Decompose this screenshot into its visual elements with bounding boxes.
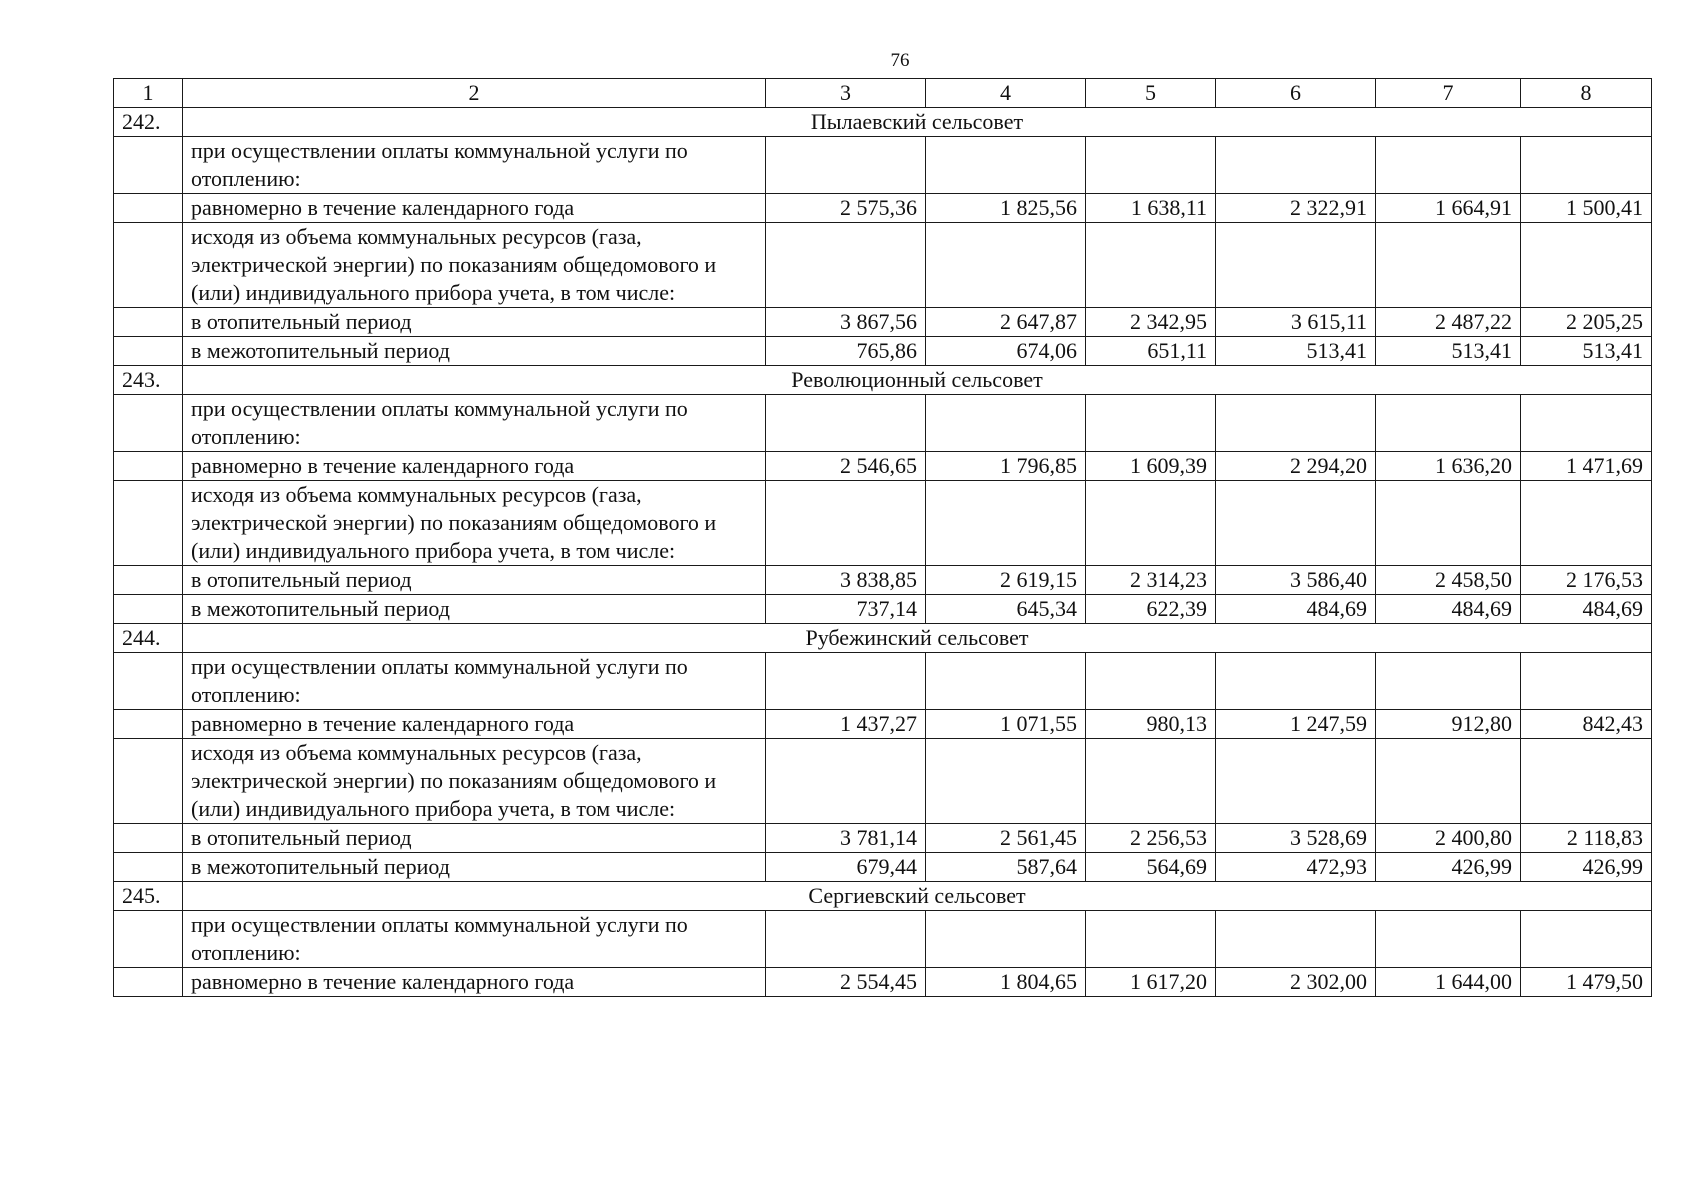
value-cell: 3 586,40 xyxy=(1216,566,1376,595)
value-cell xyxy=(926,481,1086,566)
row-label: исходя из объема коммунальных ресурсов (газа, электрической энергии) по показаниям общедомового и (или) индивидуального прибора учета, в том числе: xyxy=(183,739,766,824)
column-number: 8 xyxy=(1521,79,1652,108)
row-number-cell xyxy=(114,223,183,308)
table-row xyxy=(114,968,1652,997)
value-cell xyxy=(1521,739,1652,824)
value-cell: 2 458,50 xyxy=(1376,566,1521,595)
table-row xyxy=(114,595,1652,624)
value-cell: 3 867,56 xyxy=(766,308,926,337)
table-row xyxy=(114,653,1652,710)
value-cell xyxy=(926,911,1086,968)
section-header-row xyxy=(114,108,1652,137)
value-cell xyxy=(766,653,926,710)
row-number-cell xyxy=(114,481,183,566)
value-cell: 3 781,14 xyxy=(766,824,926,853)
value-cell: 513,41 xyxy=(1521,337,1652,366)
value-cell: 2 575,36 xyxy=(766,194,926,223)
value-cell: 426,99 xyxy=(1521,853,1652,882)
value-cell: 2 400,80 xyxy=(1376,824,1521,853)
value-cell xyxy=(1376,223,1521,308)
column-number-row xyxy=(114,79,1652,108)
value-cell: 1 796,85 xyxy=(926,452,1086,481)
value-cell xyxy=(766,223,926,308)
section-number: 244. xyxy=(114,624,183,653)
table-row xyxy=(114,452,1652,481)
value-cell xyxy=(1376,481,1521,566)
row-label: при осуществлении оплаты коммунальной услуги по отоплению: xyxy=(183,653,766,710)
row-label: в межотопительный период xyxy=(183,595,766,624)
value-cell xyxy=(1521,223,1652,308)
value-cell xyxy=(926,395,1086,452)
value-cell: 1 471,69 xyxy=(1521,452,1652,481)
value-cell xyxy=(766,911,926,968)
table-row xyxy=(114,739,1652,824)
row-number-cell xyxy=(114,968,183,997)
value-cell: 1 247,59 xyxy=(1216,710,1376,739)
value-cell: 1 825,56 xyxy=(926,194,1086,223)
section-title: Рубежинский сельсовет xyxy=(183,624,1652,653)
table-row xyxy=(114,223,1652,308)
section-header-row xyxy=(114,624,1652,653)
value-cell: 765,86 xyxy=(766,337,926,366)
value-cell: 1 617,20 xyxy=(1086,968,1216,997)
row-label: в межотопительный период xyxy=(183,853,766,882)
row-number-cell xyxy=(114,194,183,223)
value-cell xyxy=(1376,395,1521,452)
table-row xyxy=(114,308,1652,337)
value-cell: 1 609,39 xyxy=(1086,452,1216,481)
value-cell: 3 528,69 xyxy=(1216,824,1376,853)
value-cell: 2 619,15 xyxy=(926,566,1086,595)
value-cell xyxy=(1216,137,1376,194)
section-title: Сергиевский сельсовет xyxy=(183,882,1652,911)
value-cell: 1 638,11 xyxy=(1086,194,1216,223)
row-label: при осуществлении оплаты коммунальной услуги по отоплению: xyxy=(183,911,766,968)
row-number-cell xyxy=(114,653,183,710)
value-cell: 513,41 xyxy=(1216,337,1376,366)
value-cell xyxy=(1376,911,1521,968)
value-cell: 980,13 xyxy=(1086,710,1216,739)
value-cell xyxy=(1086,739,1216,824)
value-cell: 484,69 xyxy=(1376,595,1521,624)
value-cell: 426,99 xyxy=(1376,853,1521,882)
value-cell: 622,39 xyxy=(1086,595,1216,624)
value-cell: 912,80 xyxy=(1376,710,1521,739)
value-cell: 2 314,23 xyxy=(1086,566,1216,595)
value-cell xyxy=(1216,739,1376,824)
table-body xyxy=(114,79,1652,997)
section-title: Революционный сельсовет xyxy=(183,366,1652,395)
value-cell xyxy=(1086,223,1216,308)
row-number-cell xyxy=(114,566,183,595)
row-number-cell xyxy=(114,308,183,337)
value-cell: 2 647,87 xyxy=(926,308,1086,337)
column-number: 7 xyxy=(1376,79,1521,108)
row-number-cell xyxy=(114,853,183,882)
value-cell: 564,69 xyxy=(1086,853,1216,882)
table-row xyxy=(114,137,1652,194)
row-number-cell xyxy=(114,595,183,624)
row-label: исходя из объема коммунальных ресурсов (газа, электрической энергии) по показаниям общедомового и (или) индивидуального прибора учета, в том числе: xyxy=(183,481,766,566)
row-label: в отопительный период xyxy=(183,308,766,337)
row-number-cell xyxy=(114,911,183,968)
value-cell: 2 294,20 xyxy=(1216,452,1376,481)
row-number-cell xyxy=(114,710,183,739)
page-number: 76 xyxy=(890,50,910,71)
value-cell: 2 176,53 xyxy=(1521,566,1652,595)
value-cell: 1 664,91 xyxy=(1376,194,1521,223)
value-cell: 472,93 xyxy=(1216,853,1376,882)
value-cell xyxy=(1086,395,1216,452)
value-cell xyxy=(926,137,1086,194)
value-cell: 1 071,55 xyxy=(926,710,1086,739)
value-cell xyxy=(1521,911,1652,968)
value-cell: 2 256,53 xyxy=(1086,824,1216,853)
value-cell: 2 302,00 xyxy=(1216,968,1376,997)
value-cell: 2 322,91 xyxy=(1216,194,1376,223)
section-number: 243. xyxy=(114,366,183,395)
row-label: в отопительный период xyxy=(183,824,766,853)
table-row xyxy=(114,853,1652,882)
table-row xyxy=(114,194,1652,223)
value-cell: 679,44 xyxy=(766,853,926,882)
value-cell: 737,14 xyxy=(766,595,926,624)
value-cell: 2 487,22 xyxy=(1376,308,1521,337)
value-cell: 645,34 xyxy=(926,595,1086,624)
row-label: равномерно в течение календарного года xyxy=(183,710,766,739)
row-label: исходя из объема коммунальных ресурсов (газа, электрической энергии) по показаниям общедомового и (или) индивидуального прибора учета, в том числе: xyxy=(183,223,766,308)
value-cell xyxy=(1086,653,1216,710)
value-cell: 2 342,95 xyxy=(1086,308,1216,337)
value-cell xyxy=(926,739,1086,824)
value-cell: 2 554,45 xyxy=(766,968,926,997)
value-cell: 842,43 xyxy=(1521,710,1652,739)
value-cell xyxy=(1521,395,1652,452)
row-label: в межотопительный период xyxy=(183,337,766,366)
row-number-cell xyxy=(114,337,183,366)
section-header-row xyxy=(114,882,1652,911)
value-cell xyxy=(766,137,926,194)
section-number: 245. xyxy=(114,882,183,911)
value-cell xyxy=(1216,911,1376,968)
value-cell xyxy=(1086,911,1216,968)
row-number-cell xyxy=(114,395,183,452)
value-cell: 3 838,85 xyxy=(766,566,926,595)
value-cell xyxy=(1216,395,1376,452)
table-row xyxy=(114,395,1652,452)
column-number: 4 xyxy=(926,79,1086,108)
row-number-cell xyxy=(114,824,183,853)
table-row xyxy=(114,337,1652,366)
value-cell xyxy=(1216,481,1376,566)
table-row xyxy=(114,824,1652,853)
value-cell xyxy=(766,739,926,824)
value-cell xyxy=(1376,137,1521,194)
table-row xyxy=(114,710,1652,739)
section-number: 242. xyxy=(114,108,183,137)
row-label: в отопительный период xyxy=(183,566,766,595)
column-number: 5 xyxy=(1086,79,1216,108)
section-header-row xyxy=(114,366,1652,395)
value-cell: 587,64 xyxy=(926,853,1086,882)
value-cell: 2 546,65 xyxy=(766,452,926,481)
value-cell xyxy=(1521,653,1652,710)
value-cell xyxy=(766,395,926,452)
value-cell: 1 644,00 xyxy=(1376,968,1521,997)
value-cell: 2 205,25 xyxy=(1521,308,1652,337)
column-number: 3 xyxy=(766,79,926,108)
value-cell: 674,06 xyxy=(926,337,1086,366)
value-cell xyxy=(766,481,926,566)
value-cell: 1 804,65 xyxy=(926,968,1086,997)
value-cell: 484,69 xyxy=(1521,595,1652,624)
value-cell xyxy=(926,653,1086,710)
value-cell: 1 437,27 xyxy=(766,710,926,739)
section-title: Пылаевский сельсовет xyxy=(183,108,1652,137)
value-cell: 1 500,41 xyxy=(1521,194,1652,223)
column-number: 6 xyxy=(1216,79,1376,108)
row-label: равномерно в течение календарного года xyxy=(183,968,766,997)
row-label: равномерно в течение календарного года xyxy=(183,194,766,223)
value-cell xyxy=(1086,481,1216,566)
row-label: при осуществлении оплаты коммунальной услуги по отоплению: xyxy=(183,137,766,194)
column-number: 1 xyxy=(114,79,183,108)
table-row xyxy=(114,911,1652,968)
column-number: 2 xyxy=(183,79,766,108)
value-cell: 1 479,50 xyxy=(1521,968,1652,997)
row-number-cell xyxy=(114,137,183,194)
value-cell xyxy=(1521,481,1652,566)
row-label: при осуществлении оплаты коммунальной услуги по отоплению: xyxy=(183,395,766,452)
tariff-table xyxy=(113,78,1652,997)
value-cell xyxy=(1376,739,1521,824)
value-cell xyxy=(1216,223,1376,308)
value-cell xyxy=(1521,137,1652,194)
row-number-cell xyxy=(114,739,183,824)
value-cell xyxy=(1376,653,1521,710)
value-cell: 484,69 xyxy=(1216,595,1376,624)
value-cell: 513,41 xyxy=(1376,337,1521,366)
value-cell xyxy=(1086,137,1216,194)
table-row xyxy=(114,566,1652,595)
value-cell: 1 636,20 xyxy=(1376,452,1521,481)
row-number-cell xyxy=(114,452,183,481)
value-cell: 2 561,45 xyxy=(926,824,1086,853)
value-cell: 3 615,11 xyxy=(1216,308,1376,337)
table-row xyxy=(114,481,1652,566)
value-cell xyxy=(1216,653,1376,710)
row-label: равномерно в течение календарного года xyxy=(183,452,766,481)
value-cell xyxy=(926,223,1086,308)
value-cell: 2 118,83 xyxy=(1521,824,1652,853)
value-cell: 651,11 xyxy=(1086,337,1216,366)
